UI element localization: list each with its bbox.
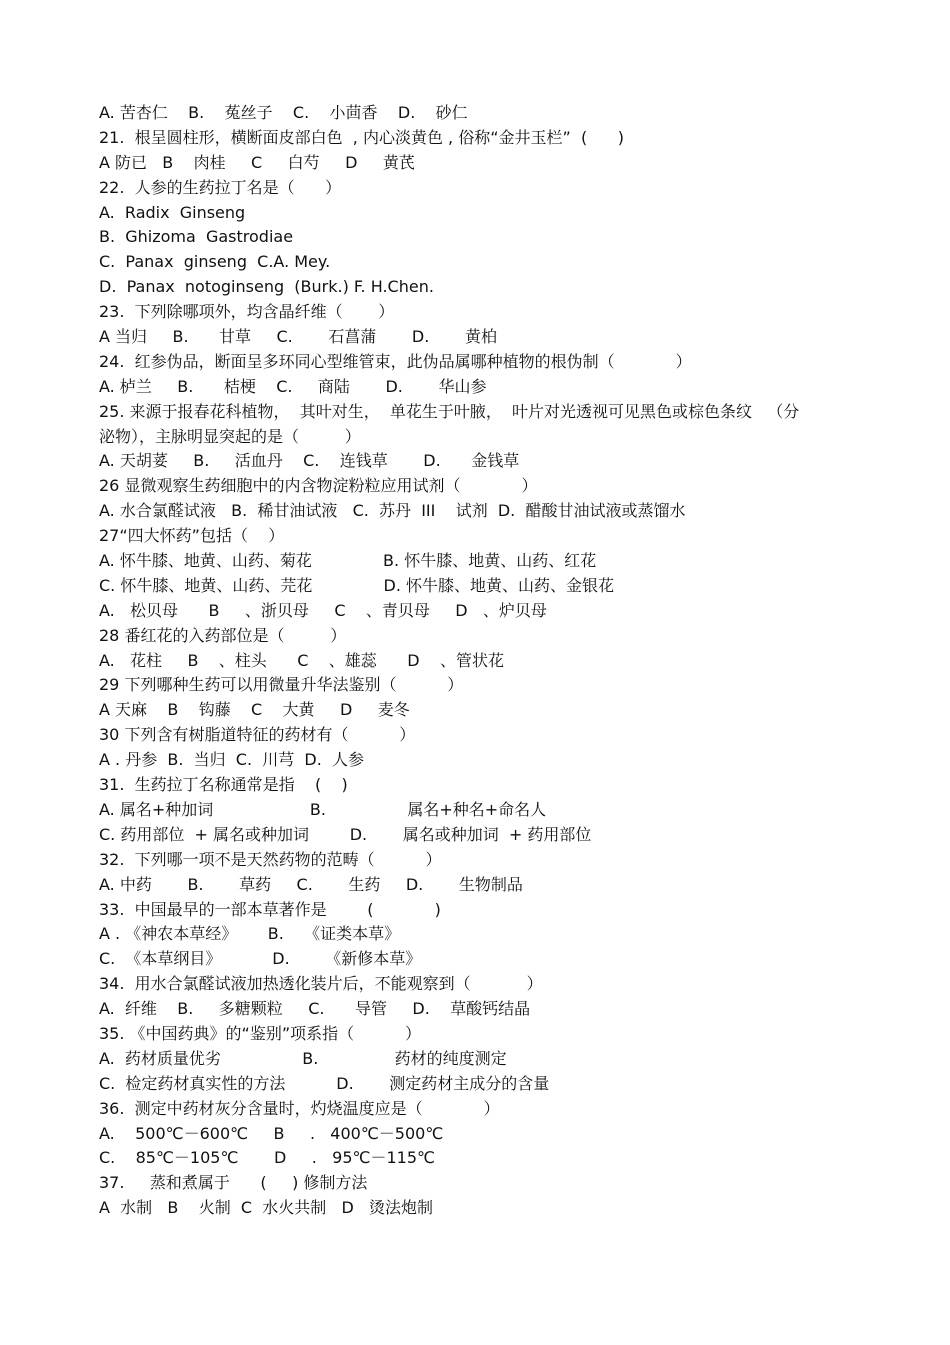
- text-line: 31. 生药拉丁名称通常是指 ( ): [99, 775, 348, 795]
- text-line: A. 药材质量优劣 B. 药材的纯度测定: [99, 1048, 507, 1068]
- text-line: A. 属名+种加词 B. 属名+种名+命名人: [99, 799, 547, 819]
- text-line: 36. 测定中药材灰分含量时，灼烧温度应是（ ）: [99, 1098, 500, 1118]
- text-line: 23. 下列除哪项外，均含晶纤维（ ）: [99, 302, 395, 322]
- text-line: C. 药用部位 + 属名或种加词 D. 属名或种加词 + 药用部位: [99, 824, 592, 844]
- text-line: A. Radix Ginseng: [99, 202, 246, 222]
- text-line: 26 显微观察生药细胞中的内含物淀粉粒应用试剂（ ）: [99, 476, 538, 496]
- text-line: C. 怀牛膝、地黄、山药、芫花 D. 怀牛膝、地黄、山药、金银花: [99, 575, 615, 595]
- text-line: 泌物），主脉明显突起的是（ ）: [99, 426, 361, 446]
- text-line: 37. 蒸和煮属于 ( ) 修制方法: [99, 1173, 368, 1193]
- text-line: A 当归 B. 甘草 C. 石菖蒲 D. 黄柏: [99, 327, 497, 347]
- text-line: C. 检定药材真实性的方法 D. 测定药材主成分的含量: [99, 1073, 550, 1093]
- text-line: A. 栌兰 B. 桔梗 C. 商陆 D. 华山参: [99, 376, 487, 396]
- text-line: 25. 来源于报春花科植物， 其叶对生， 单花生于叶腋， 叶片对光透视可见黑色或棕色条纹 （分: [99, 401, 800, 421]
- text-line: 29 下列哪种生药可以用微量升华法鉴别（ ）: [99, 675, 464, 695]
- text-line: A . 《神农本草经》 B. 《证类本草》: [99, 924, 401, 944]
- text-line: C. 《本草纲目》 D. 《新修本草》: [99, 949, 422, 969]
- text-line: A . 丹参 B. 当归 C. 川芎 D. 人参: [99, 750, 364, 770]
- text-line: C. Panax ginseng C.A. Mey.: [99, 252, 331, 272]
- text-line: A 水制 B 火制 C 水火共制 D 烫法炮制: [99, 1198, 434, 1218]
- text-line: A. 松贝母 B 、浙贝母 C 、青贝母 D 、炉贝母: [99, 600, 547, 620]
- text-line: D. Panax notoginseng (Burk.) F. H.Chen.: [99, 277, 434, 297]
- text-line: A 天麻 B 钩藤 C 大黄 D 麦冬: [99, 700, 410, 720]
- text-line: 34. 用水合氯醛试液加热透化装片后，不能观察到（ ）: [99, 974, 543, 994]
- text-line: A 防已 B 肉桂 C 白芍 D 黄芪: [99, 152, 415, 172]
- text-line: 30 下列含有树脂道特征的药材有（ ）: [99, 725, 416, 745]
- text-line: 32. 下列哪一项不是天然药物的范畴（ ）: [99, 849, 442, 869]
- text-line: A. 花柱 B 、柱头 C 、雄蕊 D 、管状花: [99, 650, 504, 670]
- text-line: A. 500℃－600℃ B . 400℃－500℃: [99, 1123, 444, 1143]
- text-line: 24. 红参伪品，断面呈多环同心型维管束，此伪品属哪种植物的根伪制（ ）: [99, 351, 692, 371]
- question-text-block: [99, 101, 859, 1221]
- text-line: A. 纤维 B. 多糖颗粒 C. 导管 D. 草酸钙结晶: [99, 999, 531, 1019]
- text-line: A. 天胡荽 B. 活血丹 C. 连钱草 D. 金钱草: [99, 451, 520, 471]
- text-line: 35. 《中国药典》的“鉴别”项系指（ ）: [99, 1023, 421, 1043]
- text-line: B. Ghizoma Gastrodiae: [99, 227, 294, 247]
- text-line: 33. 中国最早的一部本草著作是 ( ): [99, 899, 441, 919]
- text-line: A. 水合氯醛试液 B. 稀甘油试液 C. 苏丹 III 试剂 D. 醋酸甘油试液或蒸馏水: [99, 501, 686, 521]
- text-line: 28 番红花的入药部位是（ ）: [99, 625, 347, 645]
- text-line: 27“四大怀药”包括（ ）: [99, 526, 285, 546]
- text-line: A. 苦杏仁 B. 菟丝子 C. 小茴香 D. 砂仁: [99, 103, 468, 122]
- text-line: 22. 人参的生药拉丁名是（ ）: [99, 177, 342, 197]
- text-line: A. 怀牛膝、地黄、山药、菊花 B. 怀牛膝、地黄、山药、红花: [99, 551, 597, 571]
- text-line: A. 中药 B. 草药 C. 生药 D. 生物制品: [99, 874, 523, 894]
- text-line: 21. 根呈圆柱形，横断面皮部白色 , 内心淡黄色 , 俗称“金井玉栏” ( ): [99, 127, 624, 147]
- text-line: C. 85℃－105℃ D . 95℃－115℃: [99, 1148, 435, 1168]
